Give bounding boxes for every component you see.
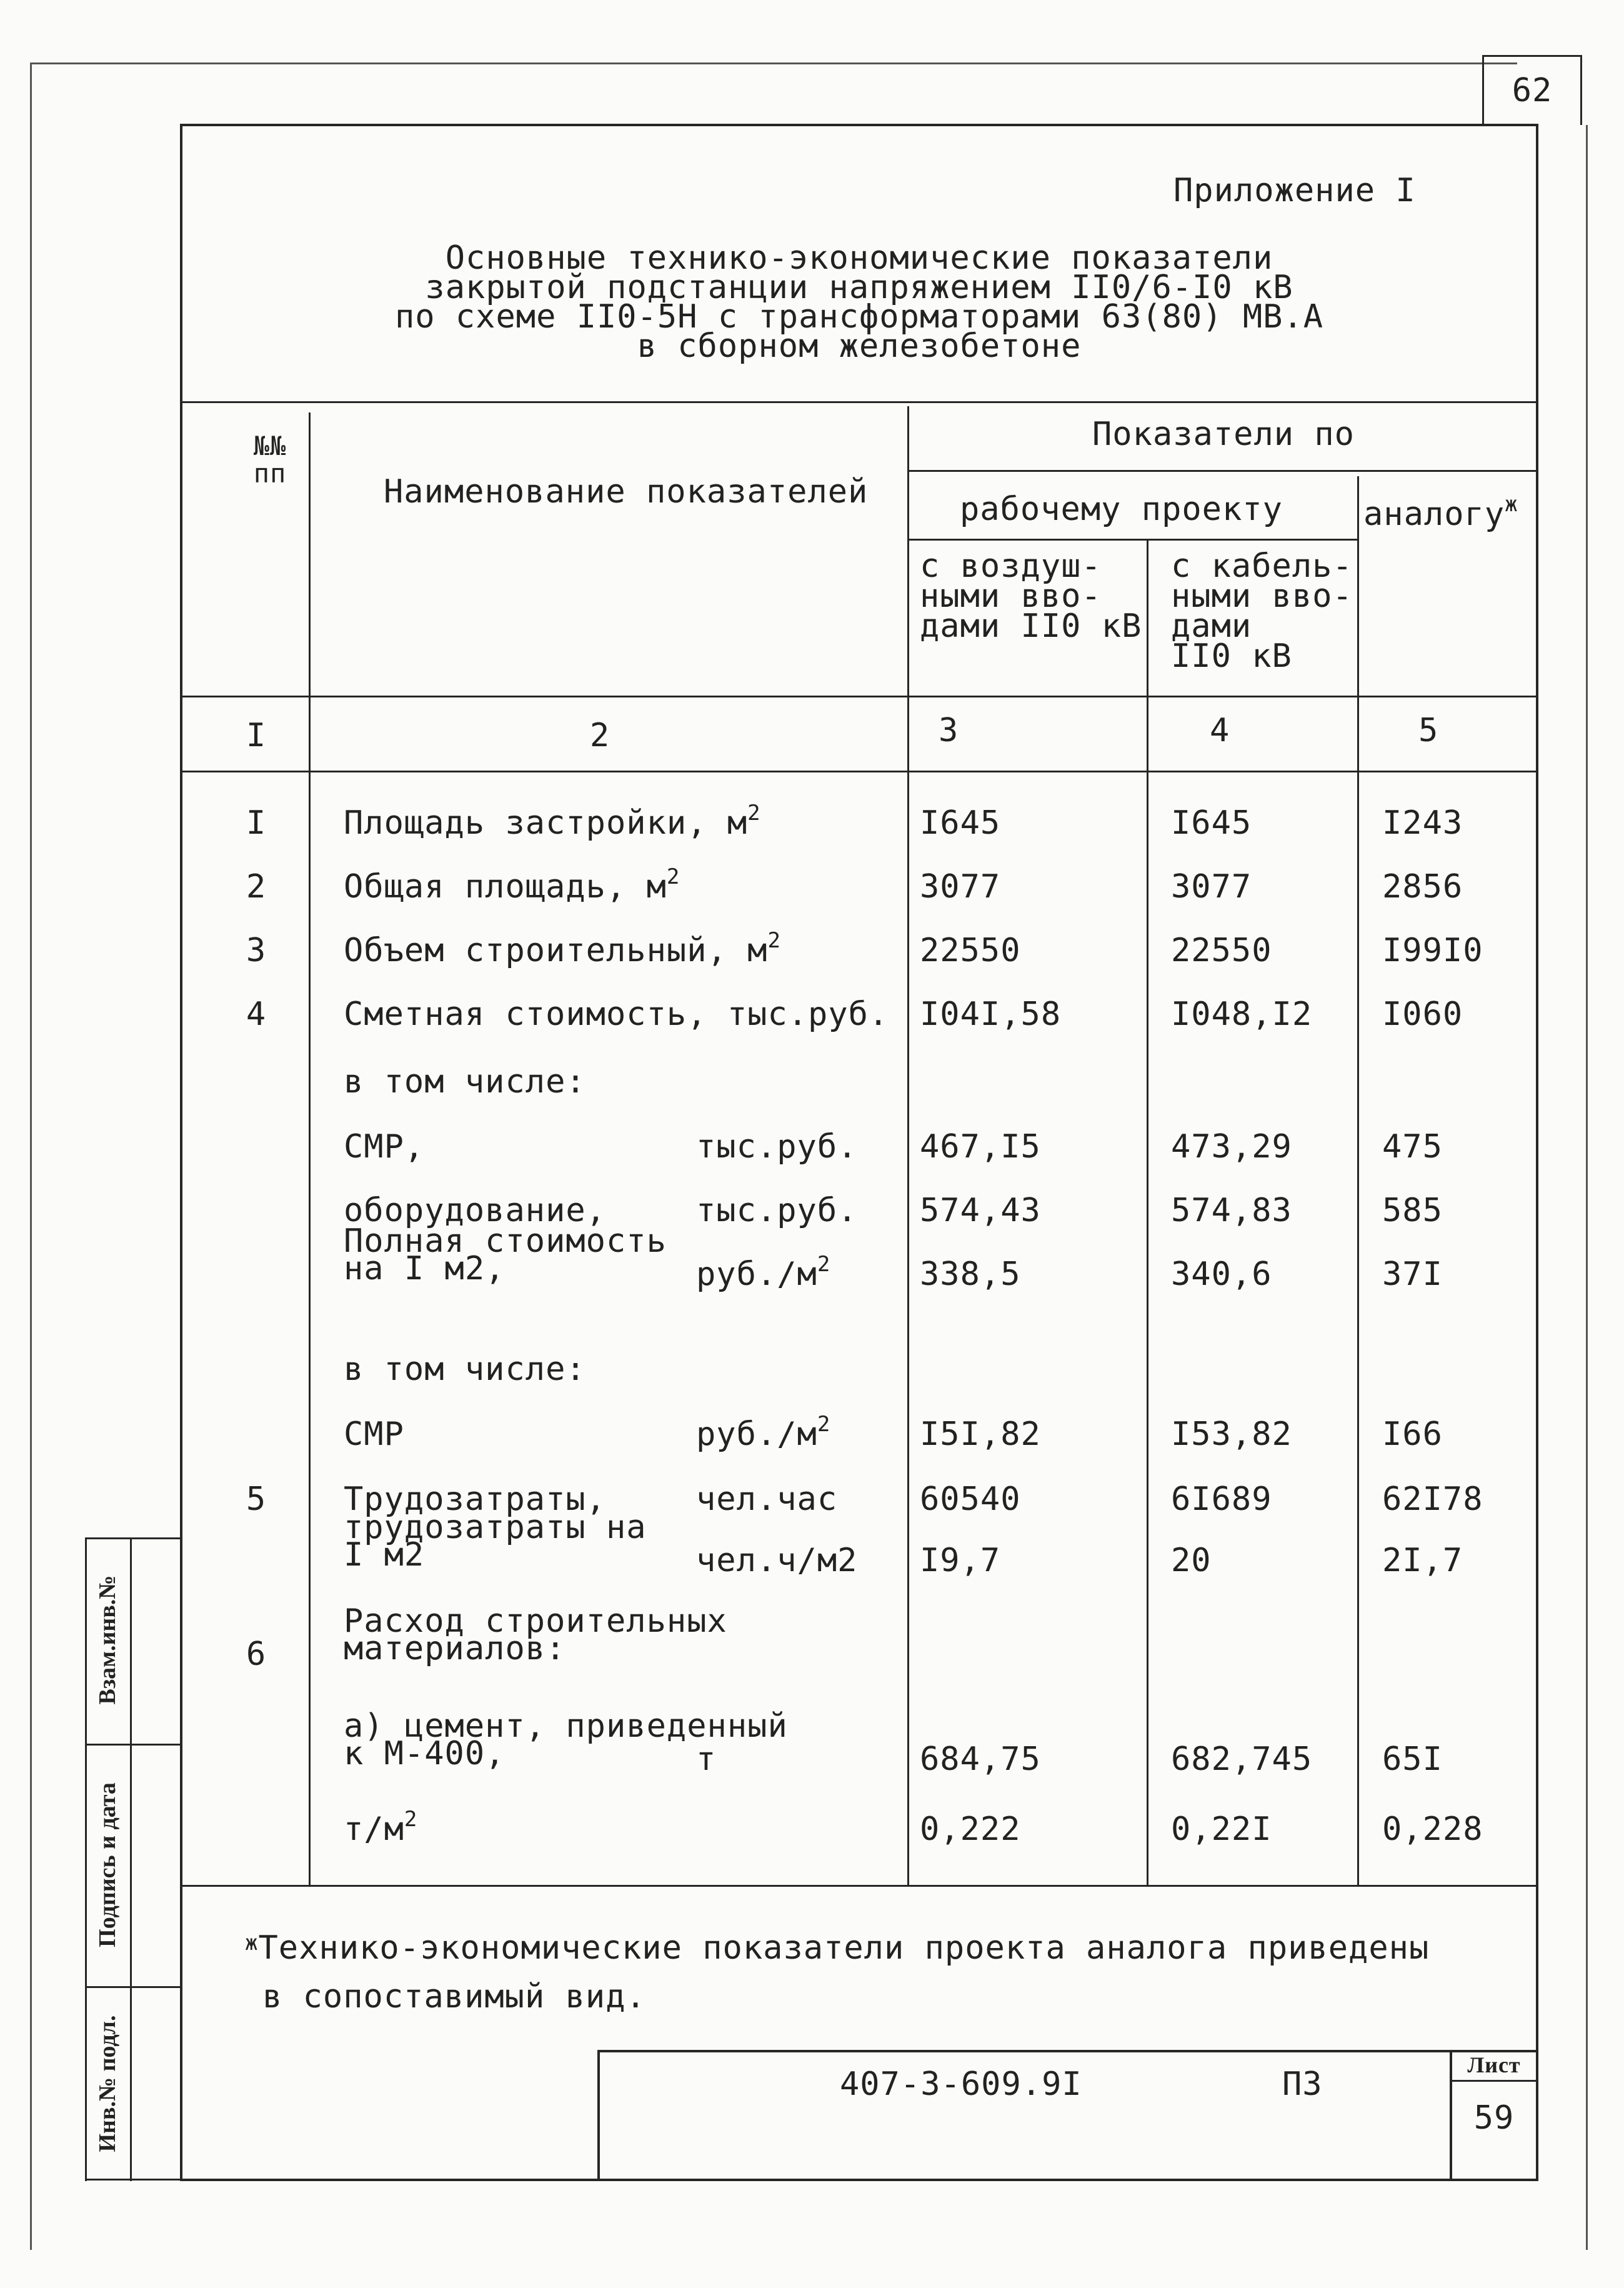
row-value-analog: 2I,7 (1382, 1542, 1463, 1579)
row-number: 5 (246, 1481, 267, 1518)
col-divider-2 (907, 406, 909, 1885)
colnum-4: 4 (1210, 712, 1230, 749)
row-name: оборудование, (344, 1192, 606, 1229)
row-unit: т (696, 1741, 717, 1778)
row-name: а) цемент, приведенный к М-400, (344, 1707, 788, 1772)
header-bottom-line (182, 696, 1536, 697)
header-num: №№ пп (253, 431, 287, 489)
header-working-project: рабочему проекту (960, 491, 1283, 528)
page-title: Основные технико-экономические показатели закрытой подстанции напряжением II0/6-I0 кВ по схеме II0-5Н с трансформаторами 63(80) МВ.А в сборном железобетоне (394, 239, 1324, 365)
row-value-project-cable: 682,745 (1171, 1741, 1313, 1778)
row-value-project-cable: 3077 (1171, 868, 1252, 906)
stamp-sheet-label-line (1450, 2080, 1536, 2082)
table-top-line (182, 401, 1536, 403)
row-value-project-air: 3077 (920, 868, 1001, 906)
row-value-project-air: I9,7 (920, 1542, 1001, 1579)
col-divider-3 (1147, 539, 1148, 1885)
page-number-box-top (1482, 55, 1582, 57)
row-name: $т/м^2$ (344, 1807, 418, 1848)
stamp-left-line (597, 2050, 600, 2179)
stamp-sheet-label: Лист (1467, 2052, 1521, 2077)
side-box-left (85, 1537, 87, 2181)
main-frame-left (180, 124, 182, 2181)
stamp-top-line (597, 2050, 1536, 2052)
row-value-analog: 37I (1382, 1256, 1443, 1293)
table-bottom-line (182, 1885, 1536, 1887)
row-name: СМР (344, 1416, 404, 1453)
side-label-inventory: Инв.№ подл. (94, 2015, 121, 2152)
colnum-bottom-line (182, 771, 1536, 772)
row-value-analog: 65I (1382, 1741, 1443, 1778)
row-value-project-cable: 574,83 (1171, 1192, 1292, 1229)
header-name: Наименование показателей (384, 473, 869, 511)
row-unit: тыс.руб. (696, 1192, 858, 1229)
stamp-sheet-number: 59 (1473, 2099, 1515, 2137)
row-value-analog: 2856 (1382, 868, 1463, 906)
row-value-analog: I66 (1382, 1416, 1443, 1453)
row-number: 3 (246, 932, 267, 969)
row-unit: $руб./м^2$ (696, 1252, 831, 1293)
row-value-project-air: 338,5 (920, 1256, 1021, 1293)
row-name: Полная стоимость на I м2, (344, 1222, 667, 1287)
row-value-analog: I99I0 (1382, 932, 1483, 969)
stamp-document-type: ПЗ (1282, 2066, 1323, 2103)
col-divider-1 (309, 412, 311, 1885)
row-value-project-cable: I645 (1171, 804, 1252, 842)
row-value-project-air: 0,222 (920, 1811, 1021, 1848)
header-subline-2 (907, 539, 1358, 541)
colnum-1: I (246, 717, 267, 754)
row-value-analog: 585 (1382, 1192, 1443, 1229)
row-name: Сметная стоимость, тыс.руб. (344, 996, 889, 1033)
row-value-project-cable: 340,6 (1171, 1256, 1272, 1293)
row-value-analog: I243 (1382, 804, 1463, 842)
row-value-project-cable: 6I689 (1171, 1481, 1272, 1518)
appendix-label: Приложение I (1173, 172, 1416, 209)
row-number: I (246, 804, 267, 842)
row-value-project-air: 60540 (920, 1481, 1021, 1518)
colnum-3: 3 (939, 712, 959, 749)
side-box-mid (130, 1537, 132, 2181)
header-cable-inputs: с кабель- ными вво- дами II0 кВ (1171, 547, 1353, 675)
row-value-project-cable: 473,29 (1171, 1128, 1292, 1166)
colnum-5: 5 (1418, 712, 1439, 749)
row-name: Расход строительных материалов: (344, 1602, 727, 1667)
row-value-analog: I060 (1382, 996, 1463, 1033)
page-number-top: 62 (1512, 72, 1553, 109)
row-unit: $руб./м^2$ (696, 1412, 831, 1453)
header-analog: аналогу$^ж$ (1363, 492, 1518, 533)
side-box-top (85, 1537, 180, 1539)
row-unit: чел.час (696, 1481, 838, 1518)
footnote-line-1: $^ж$Технико-экономические показатели проекта аналога приведены (245, 1929, 1430, 1967)
footnote-line-2: в сопоставимый вид. (262, 1978, 646, 2016)
row-name: СМР, (344, 1128, 425, 1166)
outer-frame-top (30, 62, 1517, 64)
row-value-project-cable: 0,22I (1171, 1811, 1272, 1848)
row-name: Объем строительный, $м^2$ (344, 928, 781, 969)
row-value-project-air: 684,75 (920, 1741, 1041, 1778)
side-label-signature: Подпись и дата (94, 1782, 121, 1947)
header-indicators: Показатели по (1092, 416, 1355, 453)
side-box-split-1 (85, 1744, 180, 1746)
header-subline-1 (907, 470, 1536, 472)
row-name: Площадь застройки, $м^2$ (344, 801, 761, 842)
row-name: Общая площадь, $м^2$ (344, 864, 680, 906)
side-label-replacement: Взам.инв.№ (94, 1575, 121, 1705)
row-number: 2 (246, 868, 267, 906)
row-unit: чел.ч/м2 (696, 1542, 858, 1579)
row-value-project-cable: I048,I2 (1171, 996, 1313, 1033)
row-value-analog: 0,228 (1382, 1811, 1483, 1848)
row-name: в том числе: (344, 1351, 586, 1388)
outer-frame-left (30, 62, 32, 2250)
row-value-project-air: I645 (920, 804, 1001, 842)
row-value-project-cable: I53,82 (1171, 1416, 1292, 1453)
outer-frame-right (1586, 125, 1588, 2250)
stamp-document-code: 407-3-609.9I (840, 2066, 1082, 2103)
row-unit: тыс.руб. (696, 1128, 858, 1166)
row-name: Трудозатраты, (344, 1481, 606, 1518)
col-divider-4 (1357, 476, 1359, 1885)
row-value-analog: 475 (1382, 1128, 1443, 1166)
row-value-project-air: I04I,58 (920, 996, 1062, 1033)
row-value-project-cable: 22550 (1171, 932, 1272, 969)
row-name: трудозатраты на I м2 (344, 1509, 647, 1574)
row-value-project-air: 574,43 (920, 1192, 1041, 1229)
main-frame-right (1536, 124, 1538, 2181)
row-number: 4 (246, 996, 267, 1033)
main-frame-bottom (180, 2179, 1538, 2181)
side-box-split-2 (85, 1986, 180, 1988)
row-value-analog: 62I78 (1382, 1481, 1483, 1518)
header-air-inputs: с воздуш- ными вво- дами II0 кВ (920, 547, 1142, 645)
row-value-project-air: I5I,82 (920, 1416, 1041, 1453)
colnum-2: 2 (589, 717, 610, 754)
side-box-bottom (85, 2179, 180, 2181)
page-number-box-right (1580, 55, 1582, 125)
row-name: в том числе: (344, 1063, 586, 1101)
row-value-project-cable: 20 (1171, 1542, 1212, 1579)
row-number: 6 (246, 1636, 267, 1673)
row-value-project-air: 22550 (920, 932, 1021, 969)
row-value-project-air: 467,I5 (920, 1128, 1041, 1166)
main-frame-top (180, 124, 1538, 126)
